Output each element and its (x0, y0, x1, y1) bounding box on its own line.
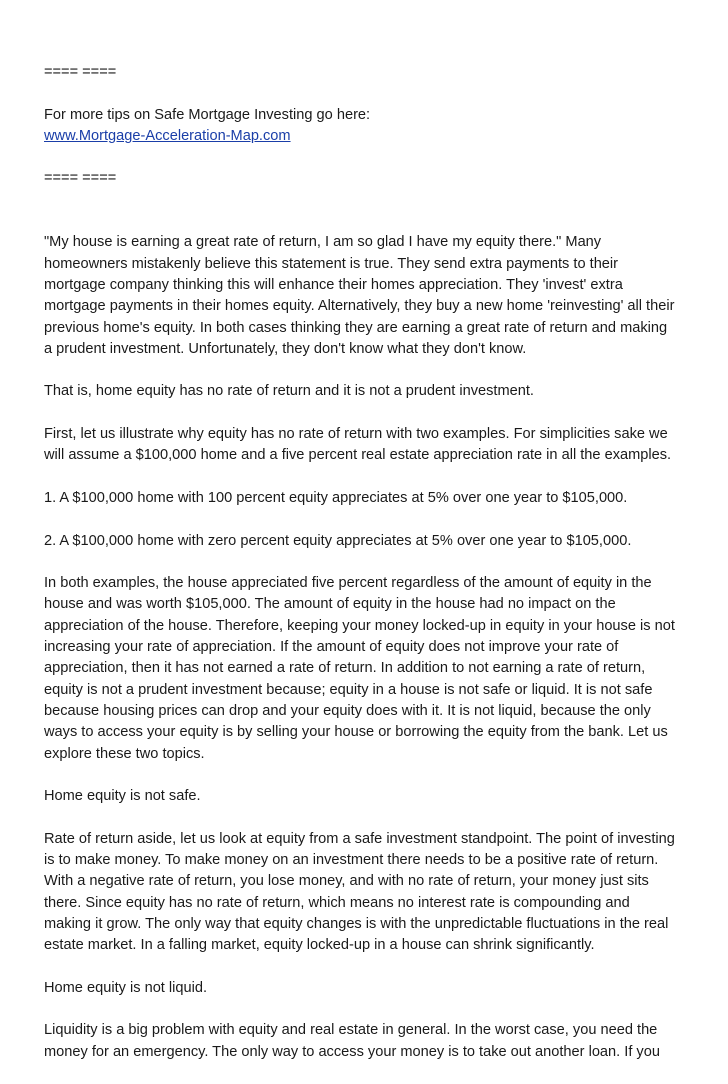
paragraph-analysis: In both examples, the house appreciated five percent regardless of the amount of equity in the house and was worth $105,000. The amount of equity in the house had no impact on the appreciation of the house. Therefore, keeping your money locked-up in equity in your house is not increasing your rate of appreciation. If the amount of equity does not improve your rate of appreciation, then it has not earned a rate of return. In addition to not earning a rate of return, equity is not a prudent investment because; equity in a house is not safe or liquid. It is not safe because housing prices can drop and your equity does with it. It is not liquid, because the only ways to access your equity is by selling your house or borrowing the equity from the bank. Let us explore these two topics. (44, 575, 675, 762)
mortgage-map-link[interactable]: www.Mortgage-Acceleration-Map.com (44, 127, 291, 144)
tips-intro-text: For more tips on Safe Mortgage Investing go here: (44, 106, 371, 123)
blank-gap (44, 190, 690, 233)
paragraph-liquidity: Liquidity is a big problem with equity and real estate in general. In the worst case, you need the money for an emergency. The only way to access your money is to take out another loan. If you (44, 1022, 660, 1060)
paragraph-examples-intro: First, let us illustrate why equity has no rate of return with two examples. For simplicities sake we will assume a $100,000 home and a five percent real estate appreciation rate in all the examples. (44, 426, 672, 464)
separator-bottom: ==== ==== (44, 170, 117, 187)
paragraph-example-2: 2. A $100,000 home with zero percent equity appreciates at 5% over one year to $105,000. (44, 532, 632, 549)
blank-line (44, 83, 690, 104)
heading-not-liquid: Home equity is not liquid. (44, 979, 208, 996)
separator-top: ==== ==== (44, 64, 117, 80)
tips-link-line (44, 126, 690, 147)
paragraph-example-1: 1. A $100,000 home with 100 percent equity appreciates at 5% over one year to $105,000. (44, 489, 628, 506)
blank-line (44, 147, 690, 168)
heading-not-safe: Home equity is not safe. (44, 788, 201, 805)
paragraph-safety: Rate of return aside, let us look at equity from a safe investment standpoint. The point of investing is to make money. To make money on an investment there needs to be a positive rate of return. With a negative rate of return, you lose money, and with no rate of return, your money just sits there. Since equity has no rate of return, which means no interest rate is compounding and making it grow. The only way that equity changes is with the unpredictable fluctuations in the real estate market. In a falling market, equity locked-up in a house can shrink significantly. (44, 830, 675, 954)
document-page (44, 62, 690, 1084)
paragraph-thesis: That is, home equity has no rate of return and it is not a prudent investment. (44, 383, 534, 400)
paragraph-intro: "My house is earning a great rate of return, I am so glad I have my equity there." Many homeowners mistakenly believe this statement is true. They send extra payments to their mortgage company thinking this will enhance their homes appreciation. They 'invest' extra mortgage payments in their homes equity. Alternatively, they buy a new home 'reinvesting' all their previous home's equity. In both cases thinking they are earning a great rate of return and making a prudent investment. Unfortunately, they don't know what they don't know. (44, 234, 675, 357)
